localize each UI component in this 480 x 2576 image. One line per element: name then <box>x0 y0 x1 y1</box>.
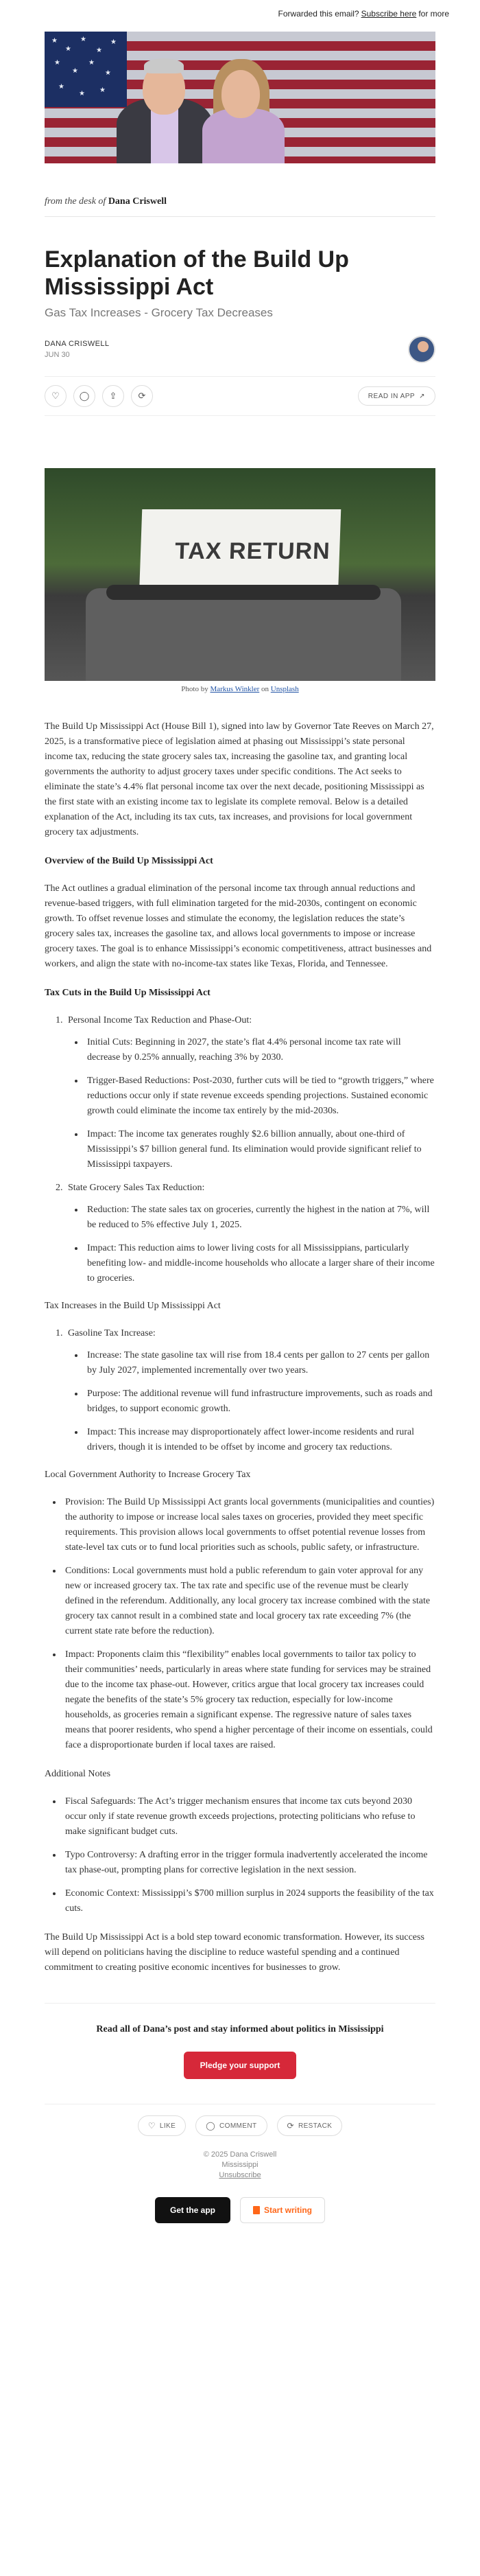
support-cta <box>45 2003 435 2079</box>
restack-button[interactable]: ⟳ RESTACK <box>277 2115 343 2136</box>
local-authority-heading: Local Government Authority to Increase Grocery Tax <box>45 1470 251 1480</box>
byline-prefix: from the desk of <box>45 196 106 207</box>
forward-suffix: for more <box>418 9 449 19</box>
like-button[interactable]: ♡ LIKE <box>138 2115 186 2136</box>
unsplash-link[interactable]: Unsplash <box>270 685 299 693</box>
pledge-button[interactable]: Pledge your support <box>184 2052 297 2079</box>
list-item: • Trigger-Based Reductions: Post-2030, further cuts will be tied to “growth triggers,” where reductions occur only if state revenue exceeds spending projections. Sustained economic growth could eliminate the income tax entirely by the mid-2030s. <box>84 1074 435 1119</box>
intro-paragraph: The Build Up Mississippi Act (House Bill 1), signed into law by Governor Tate Reeves on March 27, 2025, is a transformative piece of legislation aimed at phasing out Mississippi’s state personal income tax, reducing the state grocery sales tax, increasing the gasoline tax, and granting local governments the authority to adjust grocery taxes under specific conditions. The Act seeks to eliminate the state’s 4.4% flat personal income tax over the next decade, positioning Mississippi as the first state with an existing income tax to legislate its complete removal. Below is a detailed explanation of the Act, including its tax cuts, tax increases, and provisions for local government grocery tax adjustments. <box>45 721 434 837</box>
post-title[interactable]: Explanation of the Build Up Mississippi Act <box>45 246 349 300</box>
photo-caption: Photo by Markus Winkler on Unsplash <box>181 685 299 693</box>
forward-prefix: Forwarded this email? <box>278 9 359 19</box>
heart-icon: ♡ <box>147 2121 156 2131</box>
woman-figure <box>195 47 288 163</box>
list-item: • Provision: The Build Up Mississippi Act grants local governments (municipalities and counties) the authority to impose or increase local sales taxes on groceries, provided they meet specific requirements. This provision allows local governments to offset potential revenue losses from state-level tax cuts or to fund local priorities such as schools, public safety, or infrastructure. <box>62 1495 435 1555</box>
tax-increases-list <box>65 1326 435 1455</box>
post-body <box>45 719 435 1975</box>
read-in-app-button[interactable] <box>358 386 435 406</box>
restack-icon[interactable]: ⟳ <box>131 385 153 407</box>
copyright: © 2025 Dana Criswell <box>203 2150 277 2159</box>
substack-logo-icon <box>253 2206 260 2214</box>
tax-cuts-heading: Tax Cuts in the Build Up Mississippi Act <box>45 988 211 998</box>
list-item: • Typo Controversy: A drafting error in the trigger formula inadvertently accelerated the income tax phase-out, prompting plans for corrective legislation in the next session. <box>62 1848 435 1878</box>
restack-icon: ⟳ <box>287 2121 294 2131</box>
byline-name: Dana Criswell <box>108 196 167 207</box>
like-icon[interactable]: ♡ <box>45 385 67 407</box>
tax-return-photo[interactable] <box>45 468 435 681</box>
list-item: 1. Gasoline Tax Increase: • Increase: The state gasoline tax will rise from 18.4 cents per gallon to 27 cents per gallon by July 2027, implemented incrementally over two years. • Purpose: The additional revenue will fund infrastructure improvements, such as roads and bridges, to support economic growth. • Impact: This increase may disproportionately affect lower-income residents and rural drivers, though it is intended to be offset by income and grocery tax reductions. <box>65 1326 435 1455</box>
byline <box>45 196 435 217</box>
get-app-button[interactable]: Get the app <box>155 2197 230 2223</box>
overview-heading: Overview of the Build Up Mississippi Act <box>45 856 213 866</box>
app-links <box>45 2197 435 2223</box>
forward-banner <box>0 0 480 27</box>
read-in-app-label: READ IN APP <box>368 392 416 400</box>
additional-notes-list <box>62 1794 435 1916</box>
avatar[interactable] <box>408 336 435 363</box>
list-item: • Reduction: The state sales tax on groceries, currently the highest in the nation at 7%, will be reduced to 5% effective July 1, 2025. <box>84 1203 435 1233</box>
additional-notes-heading: Additional Notes <box>45 1769 111 1779</box>
list-item: • Purpose: The additional revenue will fund infrastructure improvements, such as roads and bridges, to support economic growth. <box>84 1386 435 1417</box>
list-item: • Impact: This increase may disproportionately affect lower-income residents and rural drivers, though it is intended to be offset by income and grocery tax reductions. <box>84 1425 435 1455</box>
start-writing-button[interactable]: Start writing <box>240 2197 325 2223</box>
header-photo: ★ ★ ★ ★ ★ ★ ★ ★ ★ ★ ★ ★ <box>45 32 435 163</box>
footer-actions <box>45 2104 435 2136</box>
list-item: • Initial Cuts: Beginning in 2027, the state’s flat 4.4% personal income tax rate will decrease by 0.25% annually, reaching 3% by 2030. <box>84 1035 435 1065</box>
list-item: • Economic Context: Mississippi’s $700 million surplus in 2024 supports the feasibility of the tax cuts. <box>62 1886 435 1916</box>
legal-footer <box>45 2150 435 2181</box>
list-item: • Conditions: Local governments must hold a public referendum to gain voter approval for any new or increased grocery tax. The tax rate and specific use of the revenue must be clearly defined in the referendum. Additionally, any local grocery tax increase combined with the state grocery tax cannot result in a combined state and local grocery tax rate exceeding 7% (the current state rate before the reduction). <box>62 1564 435 1639</box>
author-row <box>45 334 435 365</box>
list-item: • Impact: The income tax generates roughly $2.6 billion annually, about one-third of Mississippi’s $7 billion general fund. Its elimination would provide significant relief to Mississippi taxpayers. <box>84 1127 435 1172</box>
photographer-link[interactable]: Markus Winkler <box>210 685 260 693</box>
comment-icon: ◯ <box>206 2121 216 2131</box>
share-icon[interactable]: ⇪ <box>102 385 124 407</box>
author-name[interactable]: DANA CRISWELL <box>45 340 110 348</box>
arrow-up-right-icon: ↗ <box>419 392 425 400</box>
list-item: • Impact: This reduction aims to lower living costs for all Mississippians, particularly benefiting low- and middle-income households who allocate a larger share of their income to groceries. <box>84 1241 435 1286</box>
comment-button[interactable]: ◯ COMMENT <box>195 2115 267 2136</box>
tax-increases-heading: Tax Increases in the Build Up Mississippi Act <box>45 1301 221 1311</box>
post-date: JUN 30 <box>45 351 70 359</box>
list-item: 1. Personal Income Tax Reduction and Phase-Out: • Initial Cuts: Beginning in 2027, the state’s flat 4.4% personal income tax rate will decrease by 0.25% annually, reaching 3% by 2030. • Trigger-Based Reductions: Post-2030, further cuts will be tied to “growth triggers,” where reductions occur only if state revenue exceeds spending projections. Sustained economic growth could eliminate the income tax entirely by the mid-2030s. • Impact: The income tax generates roughly $2.6 billion annually, about one-third of Mississippi’s $7 billion general fund. Its elimination would provide significant relief to Mississippi taxpayers. <box>65 1013 435 1172</box>
post-subtitle: Gas Tax Increases - Grocery Tax Decreases <box>45 306 273 319</box>
list-item: • Impact: Proponents claim this “flexibility” enables local governments to tailor tax policy to their communities’ needs, particularly in areas where state funding for services may be strained due to the income tax phase-out. However, critics argue that local grocery tax increases could negate the benefits of the state’s 5% grocery tax reduction, especially for low-income households, as groceries remain a significant expense. The regressive nature of sales taxes means that poorer residents, who spend a higher percentage of their income on essentials, could face a disproportionate burden if local taxes are raised. <box>62 1647 435 1753</box>
comment-icon[interactable]: ◯ <box>73 385 95 407</box>
cta-text: Read all of Dana’s post and stay informed about politics in Mississippi <box>96 2024 384 2034</box>
email-container <box>45 32 435 2237</box>
list-item: 2. State Grocery Sales Tax Reduction: • Reduction: The state sales tax on groceries, currently the highest in the nation at 7%, will be reduced to 5% effective July 1, 2025. • Impact: This reduction aims to lower living costs for all Mississippians, particularly benefiting low- and middle-income households who allocate a larger share of their income to groceries. <box>65 1181 435 1286</box>
action-bar <box>45 376 435 416</box>
list-item: • Increase: The state gasoline tax will rise from 18.4 cents per gallon to 27 cents per gallon by July 2027, implemented incrementally over two years. <box>84 1348 435 1378</box>
unsubscribe-link[interactable]: Unsubscribe <box>219 2171 261 2179</box>
photo-text: TAX RETURN <box>174 538 331 564</box>
local-authority-list <box>62 1495 435 1753</box>
overview-paragraph: The Act outlines a gradual elimination of the personal income tax through annual reductions and revenue-based triggers, with full elimination targeted for the mid-2030s, contingent on economic growth. To offset revenue losses and stimulate the economy, the legislation reduces the state’s grocery sales tax, increases the gasoline tax, and allows local governments to impose or increase grocery taxes. The goal is to enhance Mississippi’s economic competitiveness, attract businesses and workers, and align the state with no-income-tax states like Texas, Florida, and Tennessee. <box>45 883 432 969</box>
conclusion-paragraph: The Build Up Mississippi Act is a bold step toward economic transformation. However, its success will depend on politicians having the discipline to reduce wasteful spending and a continued commitment to creating positive economic incentives for businesses to grow. <box>45 1932 424 1973</box>
subscribe-link[interactable]: Subscribe here <box>361 9 417 19</box>
list-item: • Fiscal Safeguards: The Act’s trigger mechanism ensures that income tax cuts beyond 2030 occur only if state revenue growth exceeds projections, protecting politicians who refuse to make significant budget cuts. <box>62 1794 435 1840</box>
location: Mississippi <box>221 2161 259 2169</box>
tax-cuts-list <box>65 1013 435 1286</box>
